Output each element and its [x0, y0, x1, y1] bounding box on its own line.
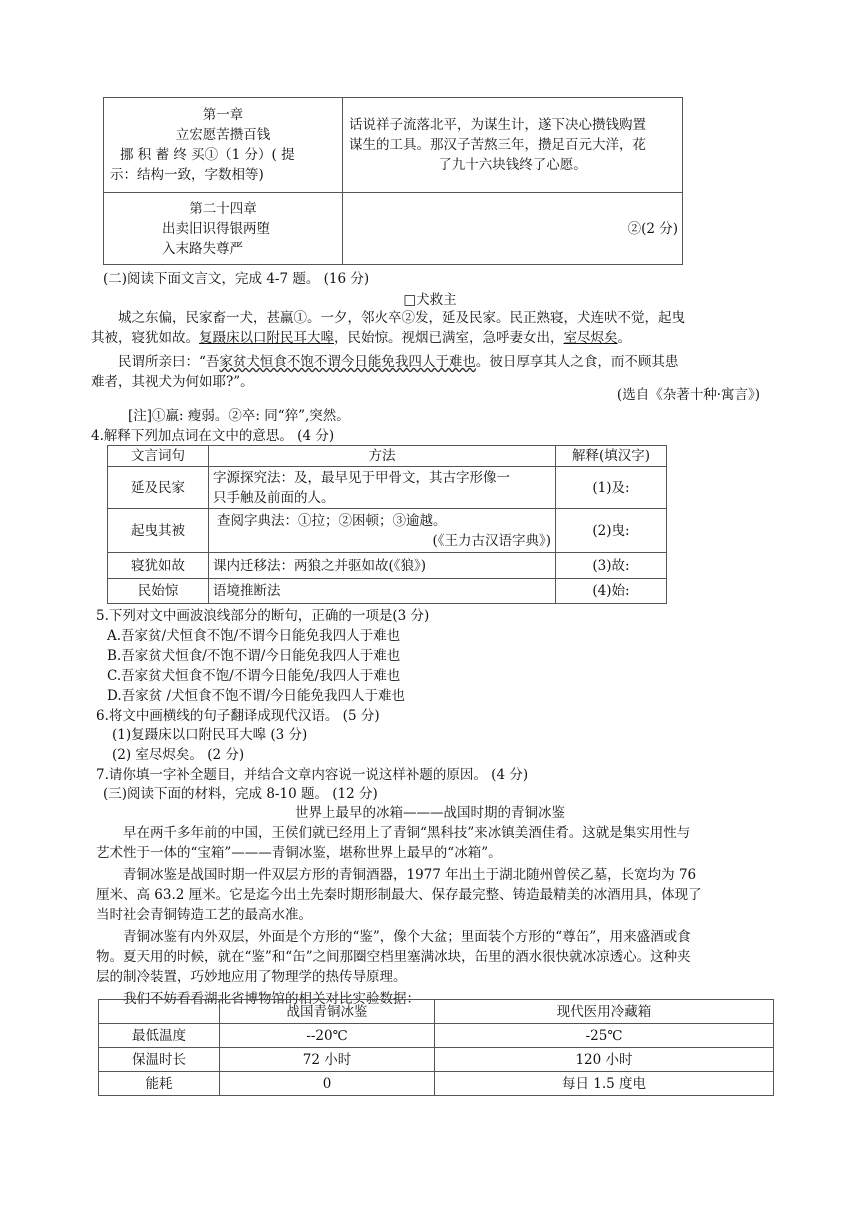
underlined-sentence-2: 室尽烬矣: [563, 330, 618, 346]
q5-title: 5.下列对文中画波浪线部分的断句，正确的一项是(3 分): [96, 608, 430, 624]
cmp-row2-bronze: 72 小时: [220, 1048, 435, 1072]
cmp-row3-label: 能耗: [99, 1072, 220, 1096]
s3-p3-line2: 物。夏天用的时候，就在“鉴”和“缶”之间那圈空档里塞满冰块，缶里的酒水很快就冰凉透心。这种夹: [96, 949, 691, 965]
q4-answer-2: (2)曳:: [556, 509, 667, 553]
chapter-24-title: 第二十四章: [189, 200, 257, 217]
underlined-sentence-1: 复蹑床以口附民耳大嗥: [199, 330, 334, 346]
wavy-underlined-sentence: 家贫犬恒食不饱不谓今日能免我四人于难也: [219, 354, 476, 370]
s3-p2-line2: 厘米、高 63.2 厘米。它是迄今出土先秦时期形制最大、保存最完整、铸造最精美的冰酒用具，体现了: [96, 887, 702, 903]
chapter-24-headline-1: 出卖旧识得银两堕: [162, 220, 270, 237]
q5-option-b: B.吾家贫犬恒食/不饱不谓/今日能免我四人于难也: [107, 648, 401, 664]
cmp-row1-label: 最低温度: [99, 1024, 220, 1048]
passage-p1-line1: 城之东偏，民家畜一犬，甚羸①。一夕，邻火卒②发，延及民家。民正熟寝，犬连吠不觉，起曳: [118, 310, 685, 326]
cmp-header-blank: [99, 1000, 220, 1024]
passage-note: [注]①羸: 瘦弱。②卒: 同“猝”,突然。: [128, 408, 350, 424]
section2-heading: (二)阅读下面文言文，完成 4-7 题。 (16 分): [103, 271, 370, 287]
s3-p1-line2: 艺术性于一体的“宝箱”———青铜冰鉴，堪称世界上最早的“冰箱”。: [96, 845, 502, 861]
q4-method-1: 字源探究法：及，最早见于甲骨文，其古字形像一 只手触及前面的人。: [209, 467, 556, 509]
comparison-table: [98, 999, 774, 1096]
chapter-24-headline-2: 入末路失尊严: [162, 240, 243, 257]
chapter-1-blank: 挪 积 蓄 终 买①（1 分）( 提: [120, 147, 295, 163]
section2-passage: [91, 308, 771, 392]
chapter-1-cell: [104, 98, 343, 193]
q4-phrase-1: 延及民家: [108, 467, 209, 509]
chapter-table: [103, 97, 683, 265]
q4-header-phrase: 文言词句: [108, 446, 209, 467]
q4-method-4: 语境推断法: [209, 579, 556, 604]
q4-header-method: 方法: [209, 446, 556, 467]
passage-p2-line2: 难者，其视犬为何如耶?”。: [91, 374, 254, 390]
s3-p3-line3: 层的制冷装置，巧妙地应用了物理学的热传导原理。: [96, 969, 407, 985]
section3-passage: [96, 823, 776, 1009]
section2-title: □犬救主: [403, 292, 457, 308]
q4-answer-4: (4)始:: [556, 579, 667, 604]
chapter-24-cell: [104, 193, 343, 265]
q5-option-a: A.吾家贫/犬恒食不饱/不谓今日能免我四人于难也: [107, 628, 401, 644]
s3-p4: 我们不妨看看湖北省博物馆的相关对比实验数据：: [123, 991, 420, 1007]
s3-p2-line3: 当时社会青铜铸造工艺的最高水准。: [96, 907, 312, 923]
cmp-row1-modern: -25℃: [435, 1024, 774, 1048]
cmp-row3-modern: 每日 1.5 度电: [435, 1072, 774, 1096]
q7-title: 7.请你填一字补全题目，并结合文章内容说一说这样补题的原因。 (4 分): [96, 767, 529, 783]
s3-p2-line1: 青铜冰鉴是战国时期一件双层方形的青铜酒器，1977 年出土于湖北随州曾侯乙墓，长宽均为 76: [123, 867, 697, 883]
q5-options: [107, 626, 405, 706]
q4-method-2: 查阅字典法：①拉；②困顿；③逾越。 (《王力古汉语字典》): [209, 509, 556, 553]
blank-2-score: ②(2 分): [627, 220, 678, 237]
passage-source: (选自《杂著十种·寓言》): [616, 387, 760, 403]
cmp-header-bronze: 战国青铜冰鉴: [220, 1000, 435, 1024]
s3-p1-line1: 早在两千多年前的中国，王侯们就已经用上了青铜“黑科技”来冰镇美酒佳肴。这就是集实用性与: [123, 825, 691, 841]
chapter-1-summary: 话说祥子流落北平，为谋生计，遂下决心攒钱购置 谋生的工具。那汉子苦熬三年，攒足百元大洋，花 了九十六块钱终了心愿。: [343, 98, 683, 193]
q6-item-1: (1)复蹑床以口附民耳大嗥 (3 分): [112, 727, 308, 743]
chapter-1-headline: 立宏愿苦攒百钱: [175, 127, 271, 143]
passage-p1-line2: 其被，寝犹如故。复蹑床以口附民耳大嗥，民始惊。视烟已满室，急呼妻女出，室尽烬矣。: [91, 330, 631, 346]
cmp-row3-bronze: 0: [220, 1072, 435, 1096]
cmp-row2-label: 保温时长: [99, 1048, 220, 1072]
section3-title: 世界上最早的冰箱———战国时期的青铜冰鉴: [295, 805, 565, 821]
q4-table: [107, 445, 667, 604]
q4-phrase-4: 民始惊: [108, 579, 209, 604]
s3-p3-line1: 青铜冰鉴有内外双层，外面是个方形的“鉴”，像个大盆；里面装个方形的“尊缶”，用来盛酒或食: [123, 929, 691, 945]
passage-p2-line1: 民谓所亲曰：“吾家贫犬恒食不饱不谓今日能免我四人于难也。彼日厚享其人之食，而不顾其患: [118, 354, 679, 370]
q4-phrase-3: 寝犹如故: [108, 553, 209, 579]
q5-option-c: C.吾家贫犬恒食不饱/不谓今日能免/我四人于难也: [107, 668, 401, 684]
q4-title: 4.解释下列加点词在文中的意思。 (4 分): [91, 428, 335, 444]
chapter-1-hint: 示：结构一致，字数相等): [110, 167, 264, 183]
section3-heading: (三)阅读下面的材料，完成 8-10 题。 (12 分): [103, 786, 378, 802]
q4-header-answer: 解释(填汉字): [556, 446, 667, 467]
q4-phrase-2: 起曳其被: [108, 509, 209, 553]
q4-answer-1: (1)及:: [556, 467, 667, 509]
chapter-1-title: 第一章: [202, 107, 244, 123]
q6-item-2: (2) 室尽烬矣。 (2 分): [112, 747, 245, 763]
chapter-24-summary: [343, 193, 683, 265]
q5-option-d: D.吾家贫 /犬恒食不饱不谓/今日能免我四人于难也: [107, 688, 406, 704]
q4-answer-3: (3)故:: [556, 553, 667, 579]
q4-method-3: 课内迁移法：两狼之并驱如故(《狼》): [209, 553, 556, 579]
cmp-row1-bronze: --20℃: [220, 1024, 435, 1048]
q6-title: 6.将文中画横线的句子翻译成现代汉语。 (5 分): [96, 708, 380, 724]
cmp-row2-modern: 120 小时: [435, 1048, 774, 1072]
cmp-header-modern: 现代医用冷藏箱: [435, 1000, 774, 1024]
